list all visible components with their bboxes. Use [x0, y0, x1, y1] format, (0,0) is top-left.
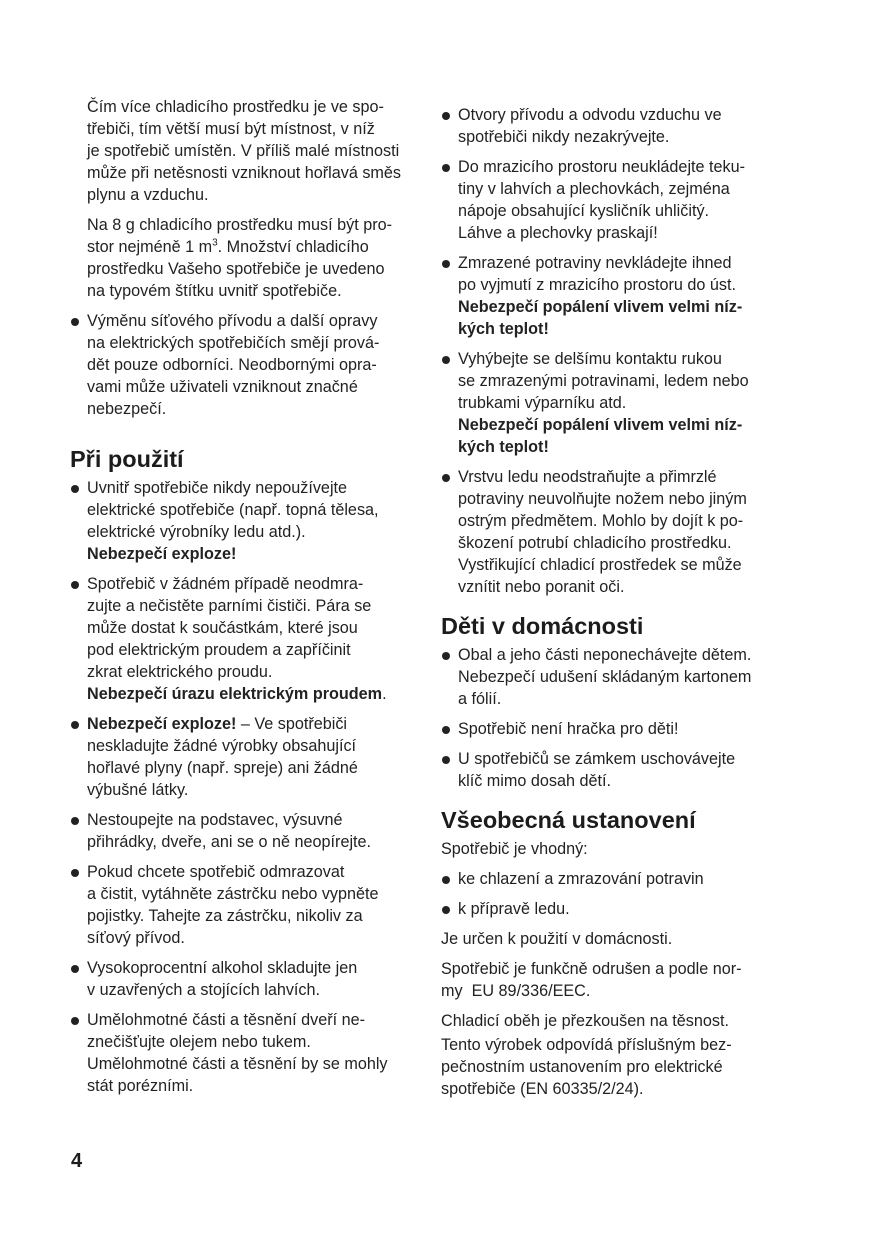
text-line: pečnostním ustanovením pro elektrické — [441, 1058, 723, 1076]
bullet-icon — [71, 965, 79, 973]
list-item — [70, 957, 415, 1001]
text-line: Je určen k použití v domácnosti. — [441, 930, 673, 948]
text-line: Nestoupejte na podstavec, výsuvné — [87, 811, 343, 829]
text-line: Spotřebič není hračka pro děti! — [458, 720, 679, 738]
bullet-icon — [71, 817, 79, 825]
text-line: U spotřebičů se zámkem uschovávejte — [458, 750, 736, 768]
refrigerant-room-size-paragraph — [70, 96, 415, 206]
left-column — [70, 96, 415, 1105]
bullet-icon — [71, 581, 79, 589]
bullet-icon — [442, 260, 450, 268]
text-line: a fólií. — [458, 690, 502, 708]
list-item — [70, 573, 415, 705]
bullet-icon — [442, 474, 450, 482]
general-paragraph — [441, 958, 786, 1002]
bullet-icon — [442, 756, 450, 764]
warning-text: Nebezpečí exploze! — [87, 545, 237, 563]
list-item — [441, 868, 786, 890]
text-line: Pokud chcete spotřebič odmrazovat — [87, 863, 345, 881]
bullet-icon — [442, 876, 450, 884]
warning-text: Nebezpečí popálení vlivem velmi níz- — [458, 416, 743, 434]
text-line: třebiči, tím větší musí být místnost, v níž — [87, 120, 375, 138]
text-line: vami může uživateli vzniknout značné — [87, 378, 358, 396]
text-line: Láhve a plechovky praskají! — [458, 224, 658, 242]
text-line: Spotřebič je funkčně odrušen a podle nor- — [441, 960, 742, 978]
text-line: je spotřebič umístěn. V příliš malé místnosti — [87, 142, 400, 160]
list-item — [441, 104, 786, 148]
list-item — [70, 477, 415, 565]
text-line: Zmrazené potraviny nevkládejte ihned — [458, 254, 732, 272]
list-item — [441, 898, 786, 920]
text-line: spotřebiči nikdy nezakrývejte. — [458, 128, 670, 146]
list-item — [70, 809, 415, 853]
text-line: elektrické výrobníky ledu atd.). — [87, 523, 306, 541]
text-line: ke chlazení a zmrazování potravin — [458, 870, 704, 888]
text-fragment: . — [382, 685, 387, 703]
general-paragraph — [441, 1034, 786, 1100]
text-line: na typovém štítku uvnitř spotřebiče. — [87, 282, 342, 300]
text-line: spotřebiče (EN 60335/2/24). — [441, 1080, 644, 1098]
bullet-icon — [71, 869, 79, 877]
list-item — [441, 644, 786, 710]
text-line: zujte a nečistěte parními čističi. Pára se — [87, 597, 372, 615]
right-column — [441, 104, 786, 1108]
text-line — [87, 236, 415, 258]
text-line: v uzavřených a stojících lahvích. — [87, 981, 321, 999]
text-line: přihrádky, dveře, ani se o ně neopírejte. — [87, 833, 372, 851]
text-line: Výměnu síťového přívodu a další opravy — [87, 312, 378, 330]
text-line: a čistit, vytáhněte zástrčku nebo vypněte — [87, 885, 379, 903]
bullet-icon — [71, 485, 79, 493]
general-paragraph — [441, 1010, 786, 1032]
text-line: škození potrubí chladicího prostředku. — [458, 534, 732, 552]
superscript: 3 — [212, 237, 218, 249]
text-line — [87, 683, 415, 705]
text-line: se zmrazenými potravinami, ledem nebo — [458, 372, 749, 390]
text-line: na elektrických spotřebičích smějí prová- — [87, 334, 380, 352]
warning-text: kých teplot! — [458, 320, 549, 338]
text-line: Tento výrobek odpovídá příslušným bez- — [441, 1036, 732, 1054]
bullet-icon — [71, 1017, 79, 1025]
list-item — [70, 1009, 415, 1097]
text-line: Umělohmotné části a těsnění by se mohly — [87, 1055, 388, 1073]
list-item — [441, 466, 786, 598]
text-line: Chladicí oběh je přezkoušen na těsnost. — [441, 1012, 729, 1030]
bullet-icon — [71, 721, 79, 729]
warning-text: Nebezpečí popálení vlivem velmi níz- — [458, 298, 743, 316]
text-line: Spotřebič v žádném případě neodmra- — [87, 575, 364, 593]
warning-text: kých teplot! — [458, 438, 549, 456]
text-line: Vrstvu ledu neodstraňujte a přimrzlé — [458, 468, 717, 486]
text-line: nebezpečí. — [87, 400, 167, 418]
text-line: nápoje obsahující kysličník uhličitý. — [458, 202, 710, 220]
page-number: 4 — [71, 1150, 83, 1172]
text-line: ostrým předmětem. Mohlo by dojít k po- — [458, 512, 744, 530]
text-line: hořlavé plyny (např. spreje) ani žádné — [87, 759, 358, 777]
warning-text: Nebezpečí úrazu elektrickým proudem — [87, 685, 383, 703]
text-line: Obal a jeho části neponechávejte dětem. — [458, 646, 752, 664]
general-intro: Spotřebič je vhodný: — [441, 840, 588, 858]
text-fragment: . Množství chladicího — [217, 238, 369, 256]
text-line: Umělohmotné části a těsnění dveří ne- — [87, 1011, 366, 1029]
text-line: Otvory přívodu a odvodu vzduchu ve — [458, 106, 722, 124]
text-line: Uvnitř spotřebiče nikdy nepoužívejte — [87, 479, 348, 497]
text-line: po vyjmutí z mrazicího prostoru do úst. — [458, 276, 736, 294]
text-line: Vysokoprocentní alkohol skladujte jen — [87, 959, 358, 977]
text-line: klíč mimo dosah dětí. — [458, 772, 611, 790]
text-line: Vyhýbejte se delšímu kontaktu rukou — [458, 350, 722, 368]
list-item-repairs — [70, 310, 415, 420]
text-line: elektrické spotřebiče (např. topná tělesa, — [87, 501, 379, 519]
text-line: trubkami výparníku atd. — [458, 394, 627, 412]
list-item — [441, 348, 786, 458]
text-line: tiny v lahvích a plechovkách, zejména — [458, 180, 730, 198]
text-fragment: – Ve spotřebiči — [236, 715, 348, 733]
list-item — [441, 718, 786, 740]
bullet-icon — [442, 164, 450, 172]
bullet-icon — [442, 652, 450, 660]
list-item — [70, 861, 415, 949]
text-line: my EU 89/336/EEC. — [441, 982, 591, 1000]
text-line: pojistky. Tahejte za zástrčku, nikoliv za — [87, 907, 363, 925]
text-line: Na 8 g chladicího prostředku musí být pro- — [87, 216, 393, 234]
text-line: Vystřikující chladicí prostředek se může — [458, 556, 742, 574]
warning-text: Nebezpečí exploze! — [87, 715, 237, 733]
text-line — [87, 713, 415, 735]
list-item — [441, 252, 786, 340]
text-line: prostředku Vašeho spotřebiče je uvedeno — [87, 260, 385, 278]
bullet-icon — [442, 726, 450, 734]
text-line: dět pouze odborníci. Neodbornými opra- — [87, 356, 377, 374]
text-line: může při netěsnosti vzniknout hořlavá směs — [87, 164, 402, 182]
bullet-icon — [442, 112, 450, 120]
text-line: k přípravě ledu. — [458, 900, 570, 918]
text-line: výbušné látky. — [87, 781, 189, 799]
text-line: pod elektrickým proudem a zapříčinit — [87, 641, 351, 659]
text-line: znečišťujte olejem nebo tukem. — [87, 1033, 311, 1051]
text-line: Do mrazicího prostoru neukládejte teku- — [458, 158, 746, 176]
text-line: stát porézními. — [87, 1077, 194, 1095]
text-line: Čím více chladicího prostředku je ve spo- — [87, 98, 384, 116]
section-heading-general: Všeobecná ustanovení — [441, 807, 696, 833]
text-line: potraviny neuvolňujte nožem nebo jiným — [458, 490, 747, 508]
list-item — [441, 748, 786, 792]
text-line: Nebezpečí udušení skládaným kartonem — [458, 668, 752, 686]
section-heading-usage: Při použití — [70, 446, 184, 472]
text-line: neskladujte žádné výrobky obsahující — [87, 737, 357, 755]
bullet-icon — [442, 906, 450, 914]
section-heading-children: Děti v domácnosti — [441, 613, 644, 639]
text-line: plynu a vzduchu. — [87, 186, 209, 204]
bullet-icon — [71, 318, 79, 326]
text-line: síťový přívod. — [87, 929, 185, 947]
text-line: může dostat k součástkám, které jsou — [87, 619, 358, 637]
text-line: vznítit nebo poranit oči. — [458, 578, 625, 596]
general-paragraph — [441, 928, 786, 950]
text-fragment: stor nejméně 1 m — [87, 238, 213, 256]
text-line: zkrat elektrického proudu. — [87, 663, 273, 681]
bullet-icon — [442, 356, 450, 364]
list-item — [441, 156, 786, 244]
refrigerant-quantity-paragraph — [70, 214, 415, 302]
list-item — [70, 713, 415, 801]
